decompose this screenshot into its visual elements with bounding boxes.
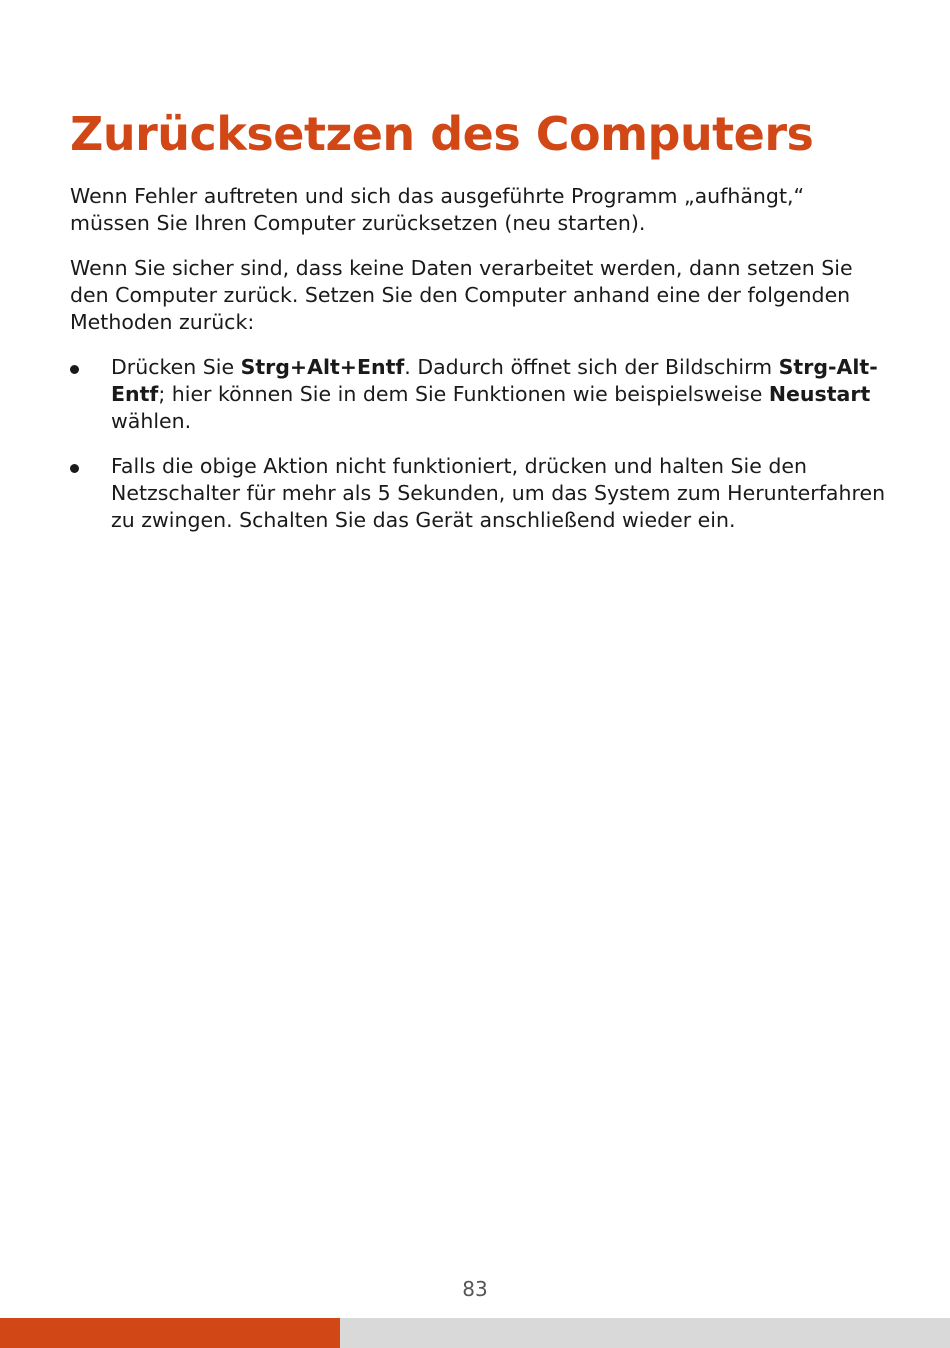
bullet-icon bbox=[70, 365, 79, 374]
methods-list bbox=[70, 354, 888, 534]
footer-bar-accent bbox=[0, 1318, 340, 1348]
footer-bar bbox=[0, 1318, 950, 1348]
bullet-text: . Dadurch öffnet sich der Bildschirm bbox=[404, 355, 779, 379]
list-item-power-button bbox=[70, 453, 888, 534]
content bbox=[70, 183, 888, 552]
page-title: Zurücksetzen des Computers bbox=[70, 107, 814, 161]
bullet-text: ; hier können Sie in dem Sie Funktionen wie beispielsweise bbox=[158, 382, 769, 406]
bullet-icon bbox=[70, 464, 79, 473]
bullet-text: Drücken Sie bbox=[111, 355, 241, 379]
intro-paragraph: Wenn Fehler auftreten und sich das ausgeführte Programm „aufhängt,“ müssen Sie Ihren Computer zurücksetzen (neu starten). bbox=[70, 184, 805, 235]
restart-option: Neustart bbox=[768, 382, 871, 406]
bullet-text: wählen. bbox=[111, 409, 192, 433]
methods-paragraph: Wenn Sie sicher sind, dass keine Daten verarbeitet werden, dann setzen Sie den Computer zurück. Setzen Sie den Computer anhand eine der folgenden Methoden zurück: bbox=[70, 256, 853, 334]
bullet-text: Falls die obige Aktion nicht funktioniert, drücken und halten Sie den Netzschalter für mehr als 5 Sekunden, um das System zum Herunterfahren zu zwingen. Schalten Sie das Gerät anschließend wieder ein. bbox=[111, 454, 886, 532]
list-item-keyboard-shortcut bbox=[70, 354, 888, 435]
page-number: 83 bbox=[462, 1277, 488, 1301]
screen-name: Strg-Alt-Entf bbox=[111, 355, 878, 406]
shortcut-keys: Strg+Alt+Entf bbox=[240, 355, 405, 379]
